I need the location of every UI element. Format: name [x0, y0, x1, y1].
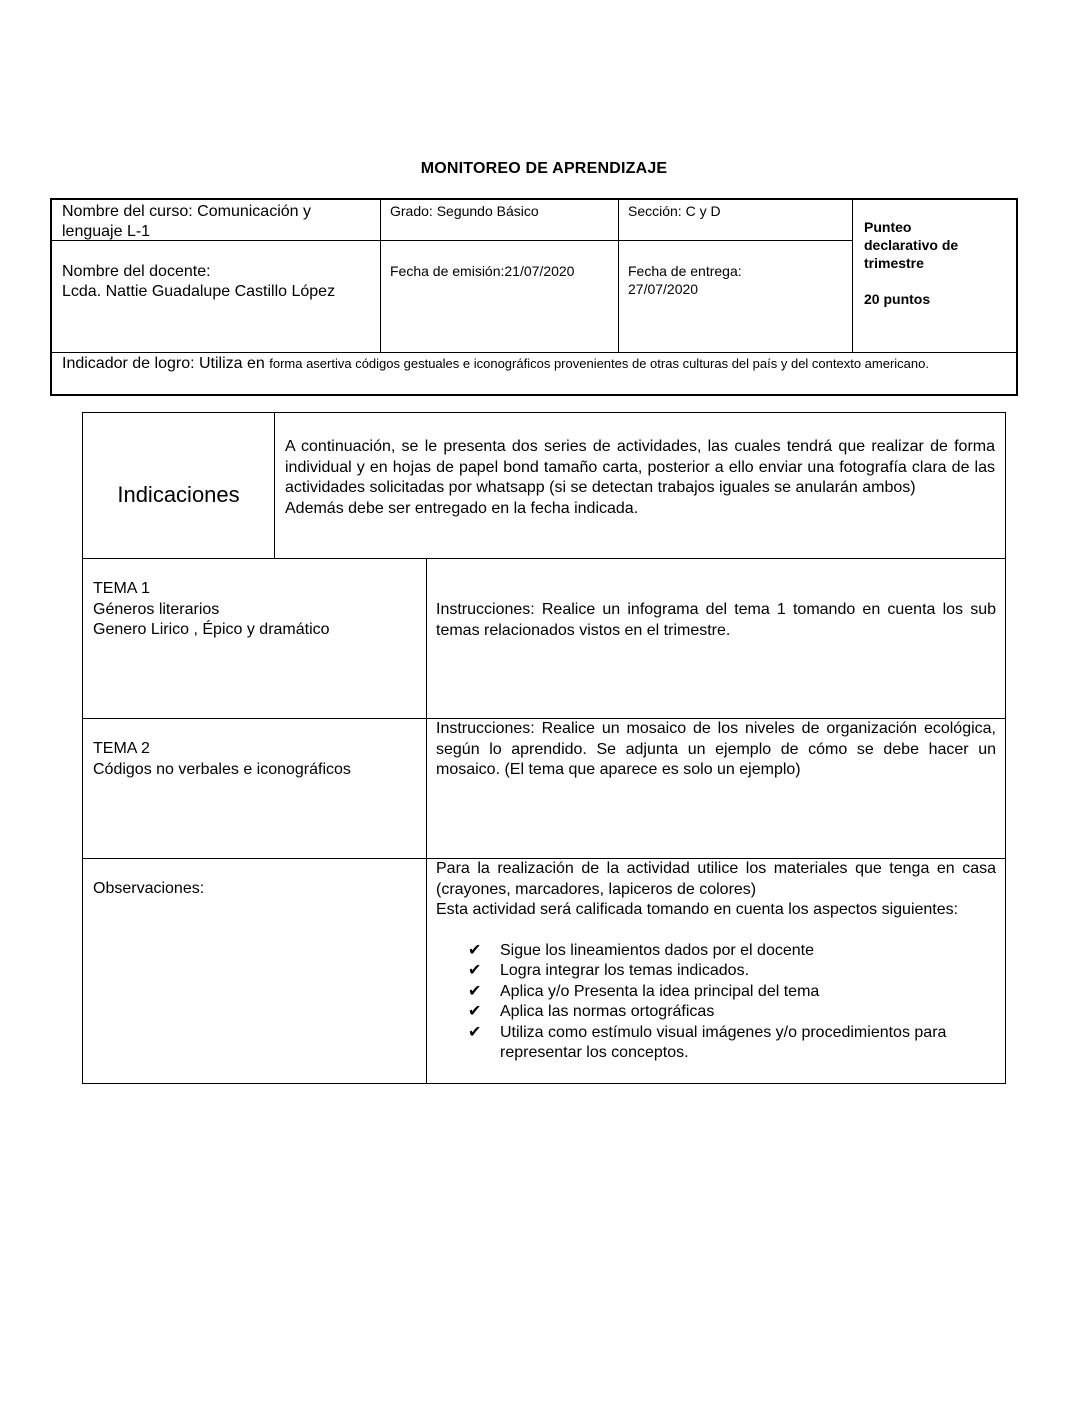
teacher-label: Nombre del docente: — [62, 263, 211, 280]
list-item: ✔ Sigue los lineamientos dados por el docente — [436, 941, 996, 962]
list-item: ✔ Utiliza como estímulo visual imágenes y/o procedimientos para representar los conceptos. — [468, 1023, 947, 1061]
section: Sección: C y D — [628, 203, 721, 219]
observations-text-2: Esta actividad será calificada tomando en cuenta los aspectos siguientes: — [436, 901, 959, 918]
indicator-prefix: Indicador de logro: Utiliza en — [62, 355, 265, 372]
criteria-list — [436, 941, 996, 1064]
page-title: MONITOREO DE APRENDIZAJE — [420, 160, 668, 177]
list-item: ✔ Aplica y/o Presenta la idea principal del tema — [436, 982, 996, 1003]
tema2-block — [93, 739, 423, 780]
grade: Grado: Segundo Básico — [390, 203, 539, 219]
tema2-subtitle: Códigos no verbales e iconográficos — [93, 760, 351, 778]
activities-table — [82, 412, 1006, 1084]
tema2-instructions: Instrucciones: Realice un mosaico de los niveles de organización ecológica, según lo aprendido. Se adjunta un ejemplo de cómo se debe hacer un mosaico. (El tema que aparece es solo un ejemplo) — [436, 720, 996, 778]
checkmark-icon: ✔ — [468, 941, 482, 959]
checkmark-icon: ✔ — [468, 1003, 482, 1020]
checkmark-icon: ✔ — [468, 982, 482, 1000]
delivery-date: 27/07/2020 — [628, 281, 699, 297]
header-table — [50, 198, 1018, 396]
course-name: Nombre del curso: Comunicación y lenguaje L-1 — [62, 203, 311, 240]
score-label-2: declarativo de — [864, 237, 959, 253]
score-block — [864, 218, 1014, 308]
delivery-label: Fecha de entrega: — [628, 263, 742, 279]
observations-label: Observaciones: — [93, 880, 205, 897]
achievement-indicator — [62, 354, 1010, 374]
checkmark-icon: ✔ — [468, 962, 482, 979]
indications-text-2: Además debe ser entregado en la fecha indicada. — [285, 499, 639, 517]
tema1-block — [93, 579, 423, 641]
teacher-name: Lcda. Nattie Guadalupe Castillo López — [62, 283, 336, 300]
delivery-block — [628, 262, 848, 298]
observations-text-1: Para la realización de la actividad utilice los materiales que tenga en casa (crayones, marcadores, lapiceros de colores) — [436, 860, 996, 898]
tema1-genres: Genero Lirico , Épico y dramático — [93, 621, 330, 638]
list-item: ✔ Logra integrar los temas indicados. — [436, 961, 996, 982]
checkmark-icon: ✔ — [468, 1023, 482, 1041]
issue-date: Fecha de emisión:21/07/2020 — [390, 263, 575, 279]
tema2-title: TEMA 2 — [93, 740, 150, 757]
score-value: 20 puntos — [864, 291, 931, 307]
indications-text: A continuación, se le presenta dos series de actividades, las cuales tendrá que realizar de forma individual y en hojas de papel bond tamaño carta, posterior a ello enviar una fotografía clara de las actividades solicitadas por whatsapp (si se detectan trabajos iguales se anularán ambos) — [285, 438, 995, 496]
score-label-1: Punteo — [864, 219, 912, 235]
score-label-3: trimestre — [864, 255, 924, 271]
list-item: ✔ Aplica las normas ortográficas — [436, 1002, 996, 1023]
indicator-text: forma asertiva códigos gestuales e iconográficos provenientes de otras culturas del país y del contexto americano. — [269, 356, 929, 371]
tema1-title: TEMA 1 — [93, 580, 150, 597]
indications-label: Indicaciones — [117, 482, 240, 507]
tema1-instructions: Instrucciones: Realice un infograma del tema 1 tomando en cuenta los sub temas relacionados vistos en el trimestre. — [436, 601, 996, 639]
teacher-block — [62, 262, 377, 302]
indications-content — [285, 437, 995, 519]
tema1-subtitle: Géneros literarios — [93, 600, 220, 618]
observations-content — [436, 859, 996, 1064]
